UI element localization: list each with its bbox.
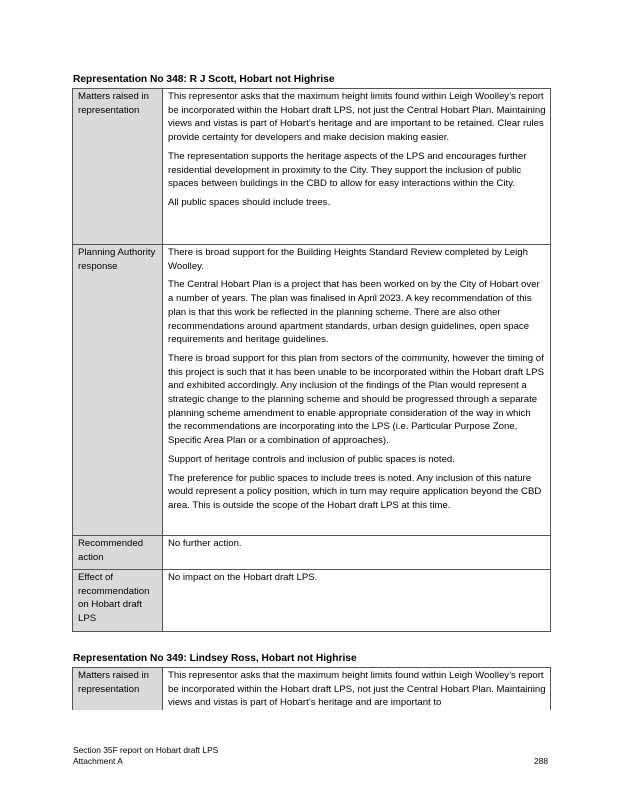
row-label: Effect of recommendation on Hobart draft LPS bbox=[73, 570, 163, 632]
table-row bbox=[73, 668, 551, 711]
paragraph: The preference for public spaces to include trees is noted. Any inclusion of this nature would represent a policy position, which in turn may require application beyond the CBD area. This is outside the scope of the Hobart draft LPS at this time. bbox=[168, 472, 542, 511]
row-label: Planning Authority response bbox=[73, 245, 163, 536]
row-label: Recommended action bbox=[73, 536, 163, 570]
paragraph: The Central Hobart Plan is a project that has been worked on by the City of Hobart over a number of years. The plan was finalised in April 2023. A key recommendation of this plan is that this work be reflected in the planning scheme. There are also other recommendations around apartment standards, urban design guidelines, open space requirements and heritage guidelines. bbox=[168, 279, 540, 346]
paragraph: This representor asks that the maximum height limits found within Leigh Woolley’s report be incorporated within the Hobart draft LPS, not just the Central Hobart Plan. Maintaining views and vistas is part of Hobart’s heritage and are important to be retained. Clear rules provide certainty for developers and make decision making easier. bbox=[168, 91, 546, 144]
table-row bbox=[73, 245, 551, 536]
paragraph: No impact on the Hobart draft LPS. bbox=[168, 572, 318, 583]
paragraph: This representor asks that the maximum height limits found within Leigh Woolley’s report be incorporated within the Hobart draft LPS, not just the Central Hobart Plan. Maintaining views and vistas is part of Hobart’s heritage and are important to bbox=[168, 670, 546, 709]
row-label: Matters raised in representation bbox=[73, 89, 163, 245]
footer-report-title: Section 35F report on Hobart draft LPS bbox=[73, 745, 219, 755]
row-content bbox=[163, 536, 551, 570]
footer-attachment: Attachment A bbox=[73, 756, 123, 766]
row-content bbox=[163, 89, 551, 245]
paragraph: No further action. bbox=[168, 538, 242, 549]
representation-348-heading: Representation No 348: R J Scott, Hobart not Highrise bbox=[73, 74, 335, 85]
table-row bbox=[73, 536, 551, 570]
paragraph: There is broad support for the Building Heights Standard Review completed by Leigh Woolley. bbox=[168, 247, 528, 272]
paragraph: There is broad support for this plan from sectors of the community, however the timing of this project is such that it has been unable to be incorporated within the Hobart draft LPS and exhibited accordingly. Any inclusion of the findings of the Plan would represent a strategic change to the planning scheme and should be progressed through a separate planning scheme amendment to enable appropriate consideration of the way in which the recommendations are incorporating into the LPS (i.e. Particular Purpose Zone, Specific Area Plan or a combination of approaches). bbox=[168, 352, 544, 447]
row-content bbox=[163, 668, 551, 711]
page-number: 288 bbox=[534, 756, 548, 766]
paragraph: Support of heritage controls and inclusion of public spaces is noted. bbox=[168, 453, 455, 465]
paragraph: The representation supports the heritage aspects of the LPS and encourages further residential development in proximity to the City. They support the inclusion of public spaces between buildings in the CBD to allow for easy interactions within the City. bbox=[168, 150, 527, 190]
row-content bbox=[163, 245, 551, 536]
representation-349-table bbox=[72, 667, 551, 710]
paragraph: All public spaces should include trees. bbox=[168, 196, 331, 208]
table-row bbox=[73, 570, 551, 632]
row-label: Matters raised in representation bbox=[73, 668, 163, 711]
representation-348-table bbox=[72, 88, 551, 632]
row-content bbox=[163, 570, 551, 632]
table-row bbox=[73, 89, 551, 245]
representation-349-heading: Representation No 349: Lindsey Ross, Hobart not Highrise bbox=[73, 653, 357, 664]
representation-349-table-clip bbox=[72, 667, 553, 710]
